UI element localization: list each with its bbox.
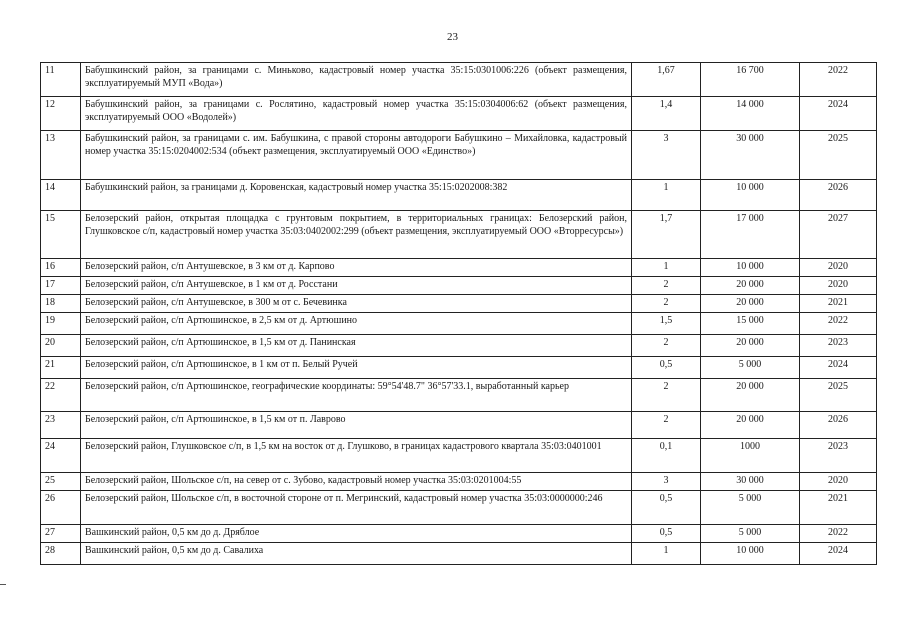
sites-table — [40, 62, 877, 565]
row-volume: 20 000 — [701, 335, 800, 357]
row-number: 23 — [41, 412, 81, 439]
table-row — [41, 543, 877, 565]
row-area: 0,1 — [632, 439, 701, 473]
table-row — [41, 259, 877, 277]
row-location: Вашкинский район, 0,5 км до д. Савалиха — [81, 543, 632, 565]
row-year: 2023 — [800, 335, 877, 357]
row-area: 2 — [632, 379, 701, 412]
row-area: 1,5 — [632, 313, 701, 335]
row-year: 2023 — [800, 439, 877, 473]
row-number: 20 — [41, 335, 81, 357]
row-volume: 10 000 — [701, 180, 800, 211]
page-number: 23 — [447, 31, 458, 43]
row-year: 2020 — [800, 277, 877, 295]
table-row — [41, 131, 877, 180]
row-volume: 17 000 — [701, 211, 800, 259]
row-location: Вашкинский район, 0,5 км до д. Дряблое — [81, 525, 632, 543]
table-row — [41, 412, 877, 439]
row-volume: 15 000 — [701, 313, 800, 335]
table-row — [41, 97, 877, 131]
row-number: 11 — [41, 63, 81, 97]
row-volume: 5 000 — [701, 357, 800, 379]
row-volume: 16 700 — [701, 63, 800, 97]
row-number: 17 — [41, 277, 81, 295]
row-volume: 20 000 — [701, 277, 800, 295]
row-year: 2027 — [800, 211, 877, 259]
row-year: 2020 — [800, 473, 877, 491]
row-year: 2020 — [800, 259, 877, 277]
row-area: 0,5 — [632, 357, 701, 379]
row-year: 2022 — [800, 63, 877, 97]
row-volume: 5 000 — [701, 491, 800, 525]
row-area: 3 — [632, 473, 701, 491]
row-year: 2024 — [800, 543, 877, 565]
table-row — [41, 180, 877, 211]
row-year: 2025 — [800, 379, 877, 412]
table-row — [41, 277, 877, 295]
row-volume: 30 000 — [701, 473, 800, 491]
row-area: 0,5 — [632, 525, 701, 543]
row-volume: 30 000 — [701, 131, 800, 180]
table-row — [41, 357, 877, 379]
row-volume: 20 000 — [701, 295, 800, 313]
row-year: 2026 — [800, 180, 877, 211]
row-number: 24 — [41, 439, 81, 473]
row-volume: 14 000 — [701, 97, 800, 131]
row-number: 16 — [41, 259, 81, 277]
row-area: 2 — [632, 412, 701, 439]
row-location: Белозерский район, с/п Артюшинское, в 1,5 км от д. Панинская — [81, 335, 632, 357]
row-year: 2024 — [800, 97, 877, 131]
table-row — [41, 63, 877, 97]
row-location: Белозерский район, с/п Артюшинское, в 1,5 км от п. Лаврово — [81, 412, 632, 439]
row-location: Бабушкинский район, за границами д. Коровенская, кадастровый номер участка 35:15:0202008:382 — [81, 180, 632, 211]
row-year: 2022 — [800, 525, 877, 543]
row-number: 18 — [41, 295, 81, 313]
row-volume: 10 000 — [701, 259, 800, 277]
row-volume: 5 000 — [701, 525, 800, 543]
row-number: 14 — [41, 180, 81, 211]
row-number: 28 — [41, 543, 81, 565]
table-row — [41, 491, 877, 525]
margin-mark — [0, 584, 6, 585]
row-number: 21 — [41, 357, 81, 379]
row-year: 2026 — [800, 412, 877, 439]
row-area: 2 — [632, 335, 701, 357]
row-area: 3 — [632, 131, 701, 180]
row-location: Белозерский район, с/п Антушевское, в 300 м от с. Бечевинка — [81, 295, 632, 313]
row-location: Бабушкинский район, за границами с. Рослятино, кадастровый номер участка 35:15:0304006:62 (объект размещения, эксплуатируемый ООО «Водолей») — [81, 97, 632, 131]
row-location: Белозерский район, с/п Артюшинское, географические координаты: 59°54'48.7" 36°57'33.1, выработанный карьер — [81, 379, 632, 412]
row-year: 2021 — [800, 491, 877, 525]
row-location: Бабушкинский район, за границами с. Миньково, кадастровый номер участка 35:15:0301006:226 (объект размещения, эксплуатируемый МУП «Вода») — [81, 63, 632, 97]
row-number: 19 — [41, 313, 81, 335]
row-location: Белозерский район, Шольское с/п, на север от с. Зубово, кадастровый номер участка 35:03:0201004:55 — [81, 473, 632, 491]
table-row — [41, 335, 877, 357]
table-row — [41, 295, 877, 313]
row-location: Белозерский район, Шольское с/п, в восточной стороне от п. Мегринский, кадастровый номер участка 35:03:0000000:246 — [81, 491, 632, 525]
row-volume: 10 000 — [701, 543, 800, 565]
row-area: 1 — [632, 543, 701, 565]
row-location: Белозерский район, с/п Артюшинское, в 2,5 км от д. Артюшино — [81, 313, 632, 335]
table-row — [41, 525, 877, 543]
row-location: Бабушкинский район, за границами с. им. Бабушкина, с правой стороны автодороги Бабушкино – Михайловка, кадастровый номер участка 35:15:0204002:534 (объект размещения, эксплуатируемый ООО «Единство») — [81, 131, 632, 180]
row-volume: 20 000 — [701, 412, 800, 439]
row-area: 2 — [632, 295, 701, 313]
row-area: 1,67 — [632, 63, 701, 97]
row-area: 1 — [632, 180, 701, 211]
row-year: 2025 — [800, 131, 877, 180]
row-location: Белозерский район, с/п Антушевское, в 3 км от д. Карпово — [81, 259, 632, 277]
row-number: 15 — [41, 211, 81, 259]
row-area: 1 — [632, 259, 701, 277]
row-volume: 20 000 — [701, 379, 800, 412]
row-year: 2022 — [800, 313, 877, 335]
table-row — [41, 313, 877, 335]
table-row — [41, 379, 877, 412]
row-year: 2024 — [800, 357, 877, 379]
row-area: 1,4 — [632, 97, 701, 131]
table-row — [41, 473, 877, 491]
row-location: Белозерский район, открытая площадка с грунтовым покрытием, в территориальных границах: Белозерский район, Глушковское с/п, кадастровый номер участка 35:03:0402002:299 (объект размещения, эксплуатируемый ООО «Вторресурсы») — [81, 211, 632, 259]
row-area: 1,7 — [632, 211, 701, 259]
row-number: 22 — [41, 379, 81, 412]
row-year: 2021 — [800, 295, 877, 313]
row-number: 26 — [41, 491, 81, 525]
row-area: 2 — [632, 277, 701, 295]
row-location: Белозерский район, Глушковское с/п, в 1,5 км на восток от д. Глушково, в границах кадастрового квартала 35:03:0401001 — [81, 439, 632, 473]
table-row — [41, 439, 877, 473]
table-row — [41, 211, 877, 259]
table-body — [41, 63, 877, 565]
row-volume: 1000 — [701, 439, 800, 473]
row-location: Белозерский район, с/п Антушевское, в 1 км от д. Росстани — [81, 277, 632, 295]
row-location: Белозерский район, с/п Артюшинское, в 1 км от п. Белый Ручей — [81, 357, 632, 379]
row-number: 27 — [41, 525, 81, 543]
row-number: 12 — [41, 97, 81, 131]
row-area: 0,5 — [632, 491, 701, 525]
row-number: 13 — [41, 131, 81, 180]
row-number: 25 — [41, 473, 81, 491]
